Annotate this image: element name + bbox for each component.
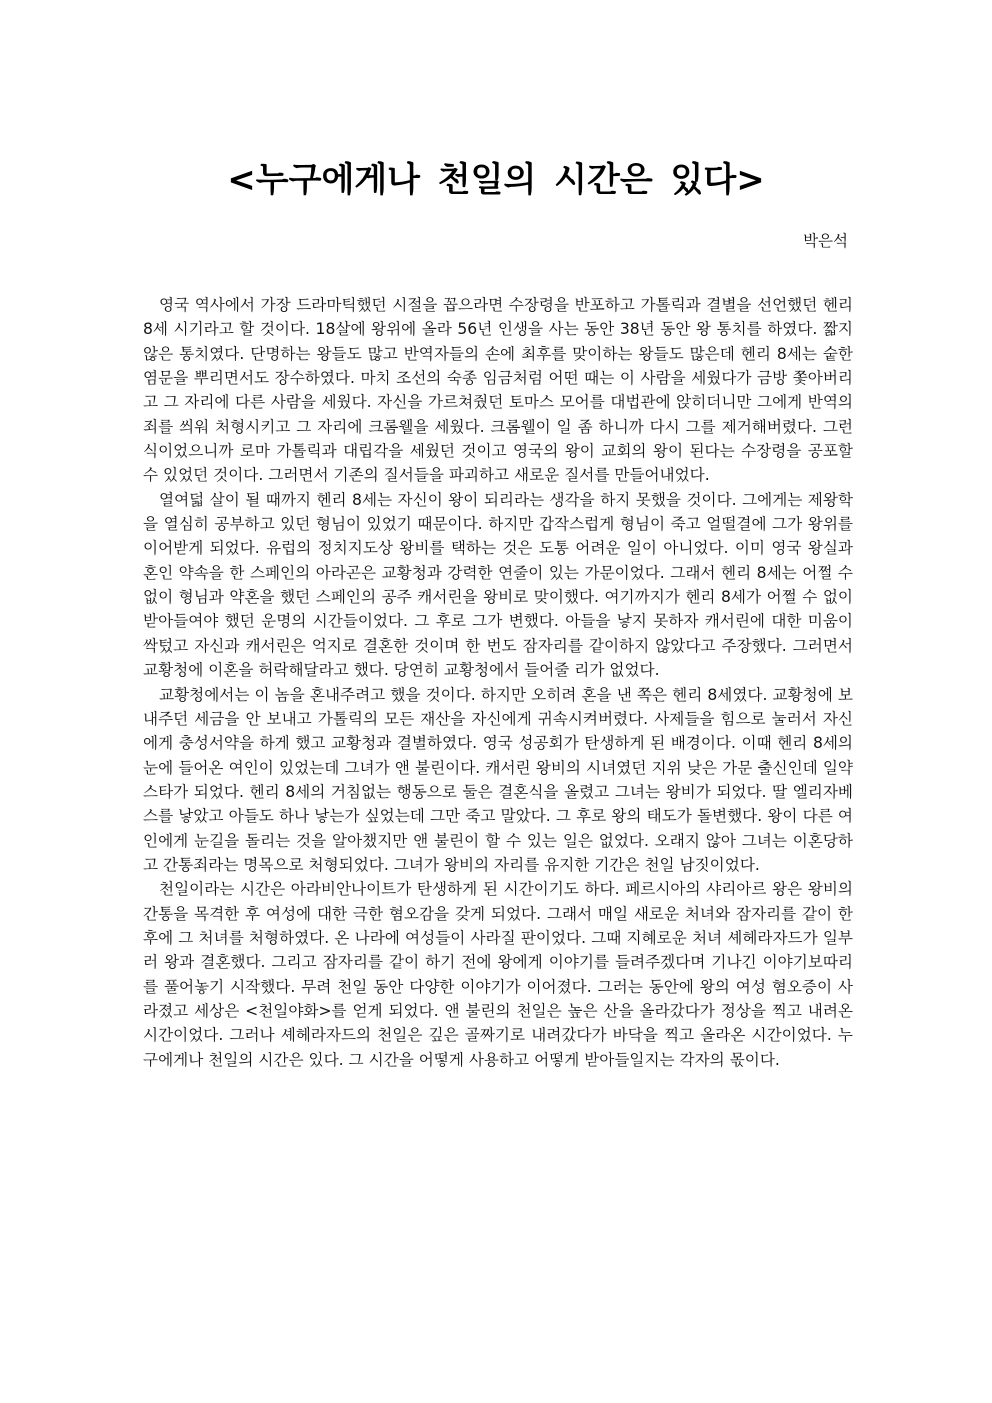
document-title: <누구에게나 천일의 시간은 있다> xyxy=(227,160,765,200)
paragraph-anne-boleyn: 교황청에서는 이 놈을 혼내주려고 했을 것이다. 하지만 오히려 혼을 낸 쪽은 헨리 8세였다. 교황청에 보내주던 세금을 안 보내고 가톨릭의 모든 재산을 자신에게 귀속시켜버렸다. 사제들을 힘으로 눌러서 자신에게 충성서약을 하게 했고 교황청과 결별하였다. 영국 성공회가 탄생하게 된 배경이다. 이때 헨리 8세의 눈에 들어온 여인이 있었는데 그녀가 앤 불린이다. 캐서린 왕비의 시녀였던 지위 낮은 가문 출신인데 일약 스타가 되었다. 헨리 8세의 거침없는 행동으로 둘은 결혼식을 올렸고 그녀는 왕비가 되었다. 딸 엘리자베스를 낳았고 아들도 하나 낳는가 싶었는데 그만 죽고 말았다. 그 후로 왕의 태도가 돌변했다. 왕이 다른 여인에게 눈길을 돌리는 것을 알아챘지만 앤 불린이 할 수 있는 일은 없었다. 오래지 않아 그녀는 이혼당하고 간통죄라는 명목으로 처형되었다. 그녀가 왕비의 자리를 유지한 기간은 천일 남짓이었다. xyxy=(143,685,853,874)
paragraph-arabian-nights: 천일이라는 시간은 아라비안나이트가 탄생하게 된 시간이기도 하다. 페르시아의 샤리아르 왕은 왕비의 간통을 목격한 후 여성에 대한 극한 혐오감을 갖게 되었다. 그래서 매일 새로운 처녀와 잠자리를 같이 한 후에 그 처녀를 처형하였다. 온 나라에 여성들이 사라질 판이었다. 그때 지혜로운 처녀 셰헤라자드가 일부러 왕과 결혼했다. 그리고 잠자리를 같이 하기 전에 왕에게 이야기를 들려주겠다며 기나긴 이야기보따리를 풀어놓기 시작했다. 무려 천일 동안 다양한 이야기가 이어졌다. 그러는 동안에 왕의 여성 혐오증이 사라졌고 세상은 <천일야화>를 얻게 되었다. 앤 불린의 천일은 높은 산을 올라갔다가 정상을 찍고 내려온 시간이었다. 그러나 셰헤라자드의 천일은 깊은 골짜기로 내려갔다가 바닥을 찍고 올라온 시간이었다. 누구에게나 천일의 시간은 있다. 그 시간을 어떻게 사용하고 어떻게 받아들일지는 각자의 몫이다. xyxy=(143,880,853,1069)
paragraph-catherine-marriage: 열여덟 살이 될 때까지 헨리 8세는 자신이 왕이 되리라는 생각을 하지 못했을 것이다. 그에게는 제왕학을 열심히 공부하고 있던 형님이 있었기 때문이다. 하지만 갑작스럽게 형님이 죽고 얼떨결에 그가 왕위를 이어받게 되었다. 유럽의 정치지도상 왕비를 택하는 것은 도통 어려운 일이 아니었다. 이미 영국 왕실과 혼인 약속을 한 스페인의 아라곤은 교황청과 강력한 연줄이 있는 가문이었다. 그래서 헨리 8세는 어쩔 수 없이 형님과 약혼을 했던 스페인의 공주 캐서린을 왕비로 맞이했다. 여기까지가 헨리 8세가 어쩔 수 없이 받아들여야 했던 운명의 시간들이었다. 그 후로 그가 변했다. 아들을 낳지 못하자 캐서린에 대한 미움이 싹텄고 자신과 캐서린은 억지로 결혼한 것이며 한 번도 잠자리를 같이하지 않았다고 주장했다. 그러면서 교황청에 이혼을 허락해달라고 했다. 당연히 교황청에서 들어줄 리가 없었다. xyxy=(143,490,853,680)
paragraph-henry-viii-reign: 영국 역사에서 가장 드라마틱했던 시절을 꼽으라면 수장령을 반포하고 가톨릭과 결별을 선언했던 헨리 8세 시기라고 할 것이다. 18살에 왕위에 올라 56년 인생을 사는 동안 38년 동안 왕 통치를 하였다. 짧지 않은 통치였다. 단명하는 왕들도 많고 반역자들의 손에 최후를 맞이하는 왕들도 많은데 헨리 8세는 숱한 염문을 뿌리면서도 장수하였다. 마치 조선의 숙종 임금처럼 어떤 때는 이 사람을 세웠다가 금방 쫓아버리고 그 자리에 다른 사람을 세웠다. 자신을 가르쳐줬던 토마스 모어를 대법관에 앉히더니만 그에게 반역의 죄를 씌워 처형시키고 그 자리에 크롬웰을 세웠다. 크롬웰이 일 좀 하니까 다시 그를 제거해버렸다. 그런 식이었으니까 로마 가톨릭과 대립각을 세웠던 것이고 영국의 왕이 교회의 왕이 된다는 수장령을 공포할 수 있었던 것이다. 그러면서 기존의 질서들을 파괴하고 새로운 질서를 만들어내었다. xyxy=(143,296,853,485)
author-name: 박은석 xyxy=(803,232,848,250)
document-body xyxy=(143,293,853,1072)
